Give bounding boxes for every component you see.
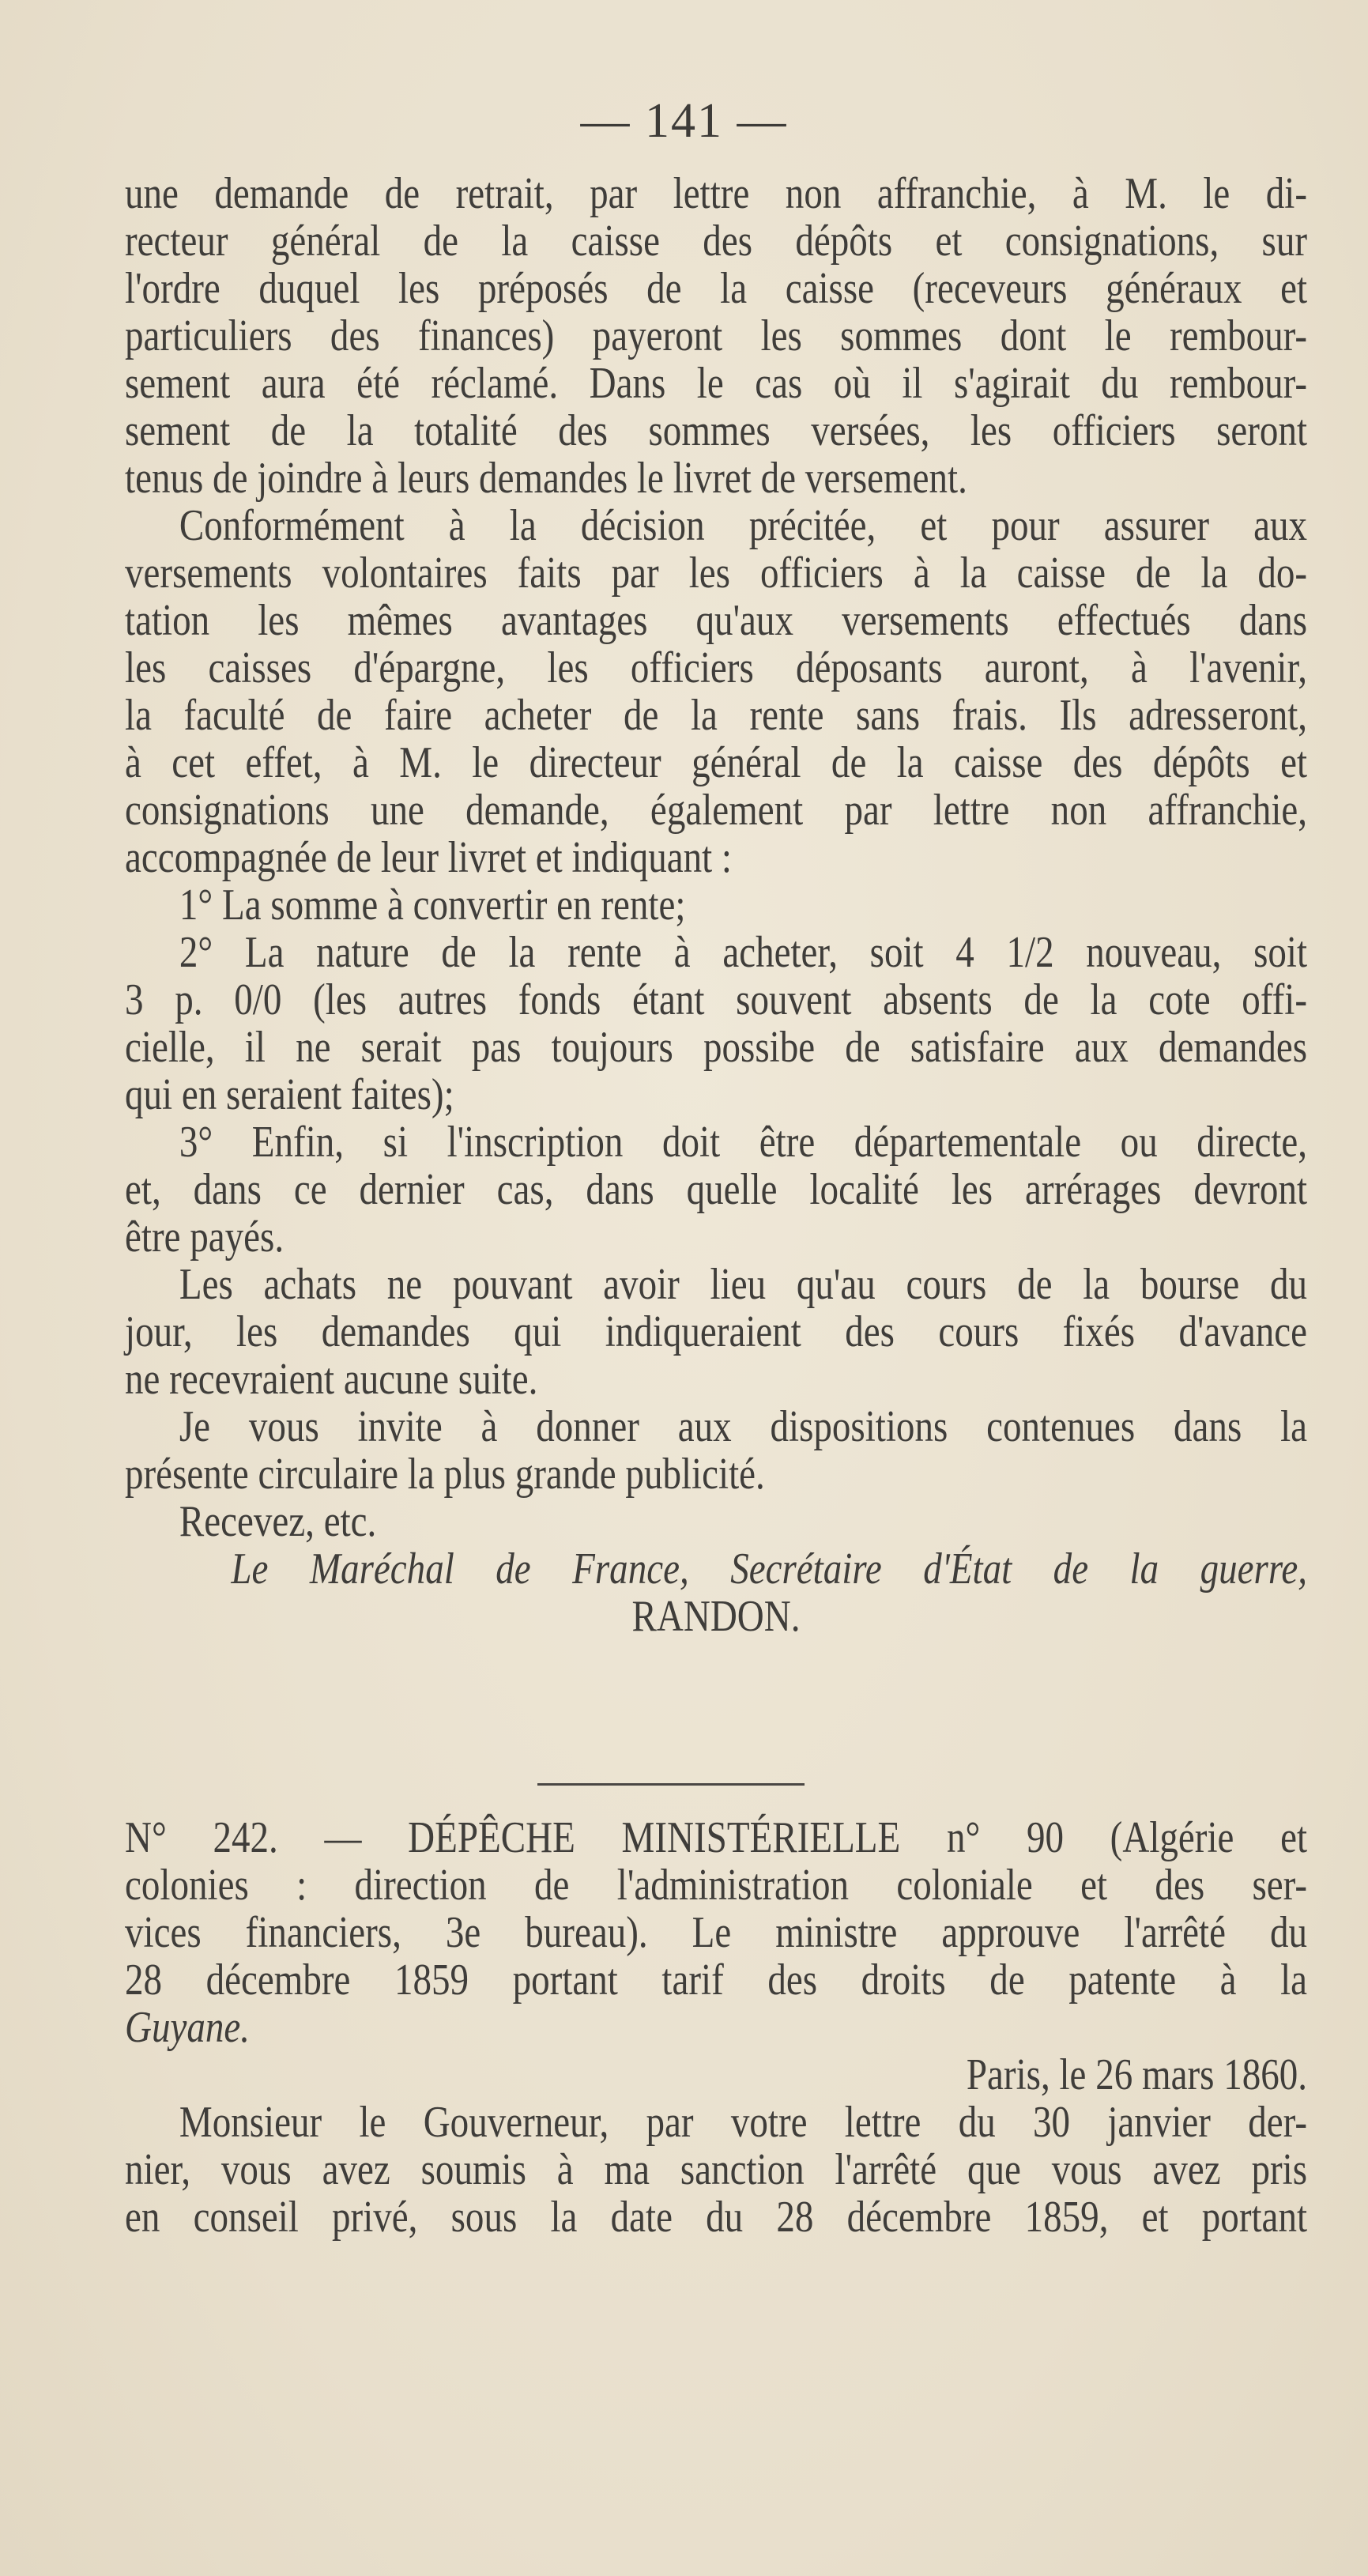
block1-line: cielle, il ne serait pas toujours possibe de satisfaire aux demandes	[125, 1023, 1308, 1072]
block1-line: une demande de retrait, par lettre non affranchie, à M. le di-	[125, 169, 1308, 218]
block1-line: présente circulaire la plus grande publicité.	[125, 1450, 765, 1499]
block2-line: Paris, le 26 mars 1860.	[966, 2050, 1308, 2099]
block2-line: vices financiers, 3e bureau). Le ministre approuve l'arrêté du	[125, 1908, 1308, 1957]
block1-line: accompagnée de leur livret et indiquant :	[125, 833, 733, 882]
block1-line: sement de la totalité des sommes versées, les officiers seront	[125, 406, 1308, 455]
block1-line: Recevez, etc.	[179, 1497, 377, 1546]
block1-line: particuliers des finances) payeront les sommes dont le rembour-	[125, 311, 1308, 360]
block1-line: Le Maréchal de France, Secrétaire d'État de la guerre,	[231, 1544, 1308, 1593]
block2-line: colonies : direction de l'administration coloniale et des ser-	[125, 1861, 1308, 1910]
block1-line: RANDON.	[631, 1592, 801, 1641]
block2-line: nier, vous avez soumis à ma sanction l'arrêté que vous avez pris	[125, 2145, 1308, 2194]
block1-line: 3 p. 0/0 (les autres fonds étant souvent absents de la cote offi-	[125, 975, 1308, 1024]
page-number: — 141 —	[580, 94, 788, 148]
block1-line: la faculté de faire acheter de la rente sans frais. Ils adresseront,	[125, 691, 1308, 740]
block1-line: être payés.	[125, 1213, 285, 1262]
block1-line: jour, les demandes qui indiqueraient des cours fixés d'avance	[125, 1307, 1308, 1356]
block1-line: tation les mêmes avantages qu'aux versements effectués dans	[125, 596, 1308, 645]
block2-line: Guyane.	[125, 2003, 251, 2052]
block1-line: tenus de joindre à leurs demandes le livret de versement.	[125, 454, 967, 503]
block1-line: et, dans ce dernier cas, dans quelle localité les arrérages devront	[125, 1165, 1308, 1214]
block2-line: 28 décembre 1859 portant tarif des droits de patente à la	[125, 1956, 1308, 2005]
block1-line: Je vous invite à donner aux dispositions contenues dans la	[179, 1402, 1308, 1451]
ministerial-dispatch-242	[125, 1813, 1308, 2242]
block1-line: consignations une demande, également par lettre non affranchie,	[125, 786, 1308, 835]
block1-line: qui en seraient faites);	[125, 1070, 454, 1119]
circular-continuation	[125, 169, 1308, 1641]
block1-line: ne recevraient aucune suite.	[125, 1355, 538, 1404]
block1-line: Les achats ne pouvant avoir lieu qu'au cours de la bourse du	[179, 1260, 1308, 1309]
block1-line: recteur général de la caisse des dépôts et consignations, sur	[125, 217, 1308, 266]
block1-line: sement aura été réclamé. Dans le cas où il s'agirait du rembour-	[125, 359, 1308, 408]
section-divider	[537, 1783, 805, 1786]
block1-line: 2° La nature de la rente à acheter, soit 4 1/2 nouveau, soit	[179, 928, 1308, 977]
block2-line: Monsieur le Gouverneur, par votre lettre du 30 janvier der-	[179, 2098, 1308, 2147]
block2-line: en conseil privé, sous la date du 28 décembre 1859, et portant	[125, 2193, 1308, 2242]
block1-line: versements volontaires faits par les officiers à la caisse de la do-	[125, 549, 1308, 598]
block1-line: 1° La somme à convertir en rente;	[179, 881, 686, 930]
block1-line: 3° Enfin, si l'inscription doit être départementale ou directe,	[179, 1118, 1308, 1167]
block1-line: à cet effet, à M. le directeur général de la caisse des dépôts et	[125, 738, 1308, 787]
block1-line: l'ordre duquel les préposés de la caisse (receveurs généraux et	[125, 264, 1308, 313]
block2-line: N° 242. — DÉPÊCHE MINISTÉRIELLE n° 90 (Algérie et	[125, 1813, 1308, 1862]
block1-line: les caisses d'épargne, les officiers déposants auront, à l'avenir,	[125, 643, 1308, 692]
block1-line: Conformément à la décision précitée, et pour assurer aux	[179, 501, 1308, 550]
